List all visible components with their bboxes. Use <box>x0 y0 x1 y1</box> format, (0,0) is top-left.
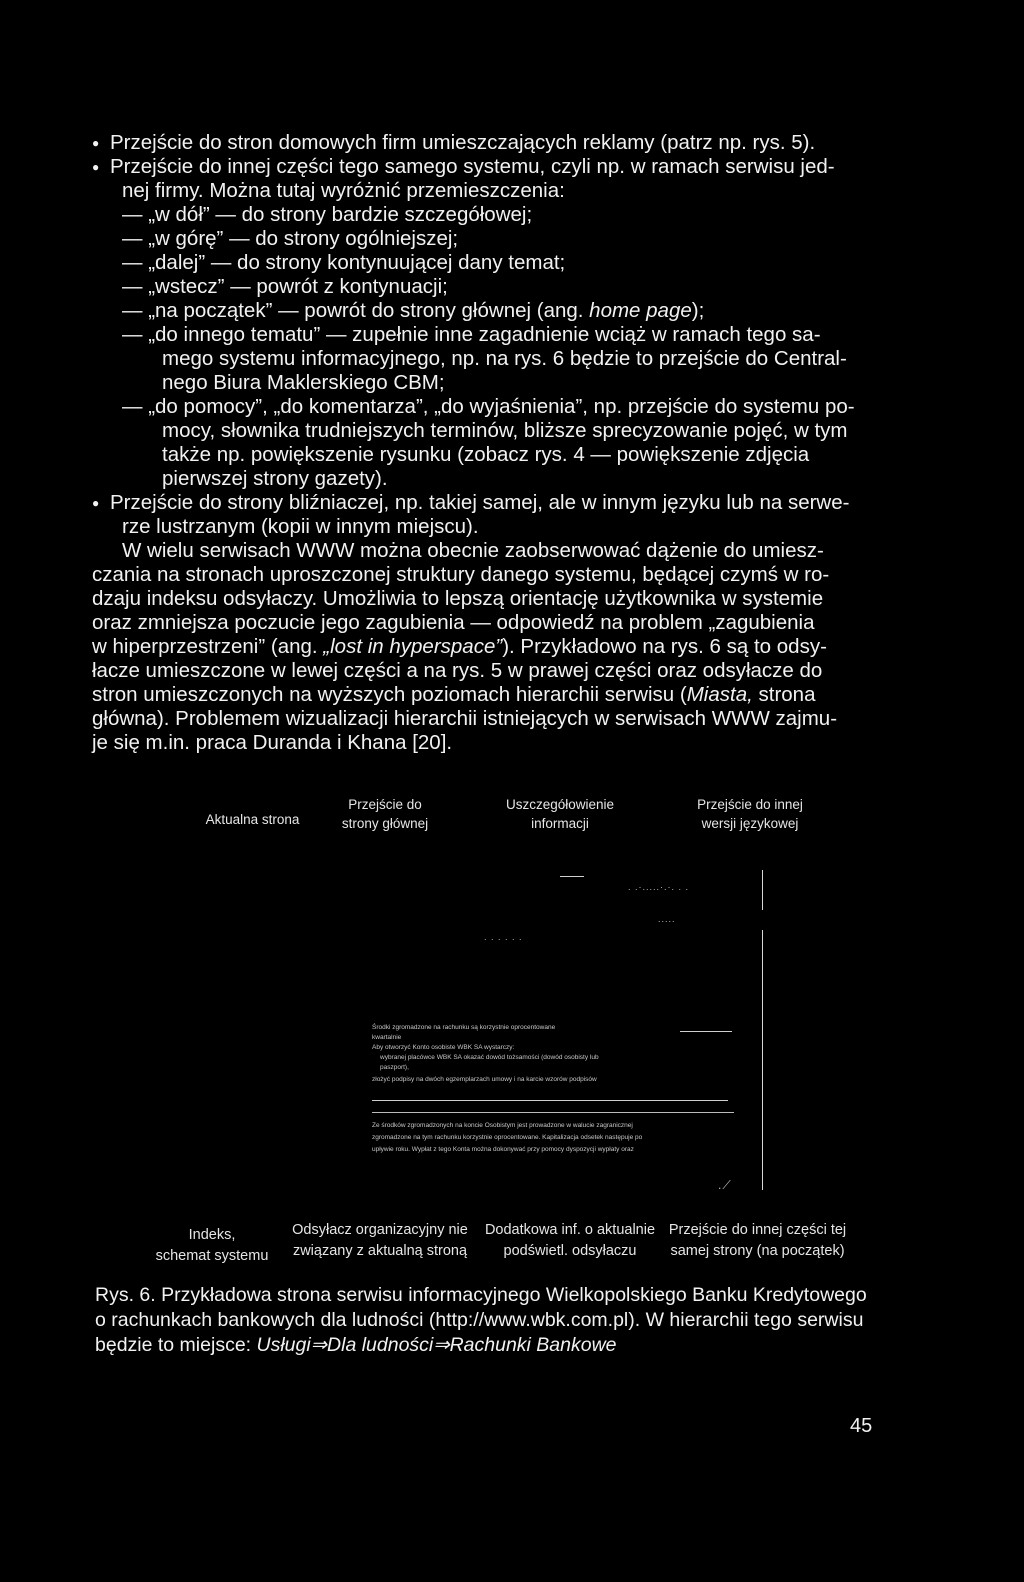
caption-line <box>95 1283 895 1308</box>
text-line <box>92 203 878 227</box>
text-segment: Przejście do innej części tego samego systemu, czyli np. w ramach serwisu jed- <box>110 155 835 178</box>
label-other-lang: Przejście do innej wersji językowej <box>697 797 803 831</box>
text-line <box>92 395 878 419</box>
page-number: 45 <box>850 1415 873 1437</box>
text-segment: ); <box>691 299 705 322</box>
text-segment: — „do pomocy”, „do komentarza”, „do wyjaśnienia”, np. przejście do systemu po- <box>122 395 855 418</box>
content-line: Środki zgromadzone na rachunku są korzystnie oprocentowane <box>372 1024 556 1031</box>
content-line: paszport), <box>380 1064 409 1071</box>
content-rule <box>372 1100 728 1101</box>
figure-dots: . . . . . . <box>484 932 523 942</box>
text-line <box>92 347 878 371</box>
text-line <box>92 587 878 611</box>
text-segment: łacze umieszczone w lewej części a na rys. 5 w prawej części oraz odsyłacze do <box>92 659 823 682</box>
figure-caption <box>95 1283 895 1358</box>
text-segment: „lost in hyperspace” <box>323 635 503 658</box>
text-segment: Miasta, <box>686 683 753 706</box>
text-line <box>92 515 878 539</box>
label-org-link: Odsyłacz organizacyjny nie związany z aktualną stroną <box>292 1222 468 1259</box>
figure-dots: . .·.....·.·. . . <box>628 882 689 892</box>
text-segment: także np. powiększenie rysunku (zobacz rys. 4 — powiększenie zdjęcia <box>162 443 810 466</box>
figure-mark <box>560 876 584 877</box>
text-segment: home page <box>589 299 692 322</box>
text-line <box>92 179 878 203</box>
bullet-icon <box>92 491 110 515</box>
text-line <box>92 323 878 347</box>
text-segment: dzaju indeksu odsyłaczy. Umożliwia to lepszą orientację użytkownika w systemie <box>92 587 824 610</box>
text-line <box>92 371 878 395</box>
text-segment: je się m.in. praca Duranda i Khana [20]. <box>92 731 453 754</box>
content-line: zgromadzone na tym rachunku korzystnie oprocentowane. Kapitalizacja odsetek następuje po <box>372 1134 643 1141</box>
text-segment: — „na początek” — powrót do strony głównej (ang. <box>122 299 590 322</box>
content-line: Ze środków zgromadzonych na koncie Osobistym jest prowadzone w walucie zagranicznej <box>372 1122 633 1129</box>
text-line <box>92 659 878 683</box>
text-line <box>92 275 878 299</box>
text-line <box>92 227 878 251</box>
text-line <box>92 155 878 179</box>
figure-divider <box>762 870 763 910</box>
label-index: Indeks, schemat systemu <box>155 1227 269 1264</box>
text-segment: mego systemu informacyjnego, np. na rys. 6 będzie to przejście do Central- <box>162 347 847 370</box>
figure-dots: ..... <box>658 914 676 924</box>
content-line: Aby otworzyć Konto osobiste WBK SA wystarczy: <box>372 1044 515 1051</box>
text-segment: W wielu serwisach WWW można obecnie zaobserwować dążenie do umiesz- <box>122 539 824 562</box>
bullet-icon <box>92 155 110 179</box>
cursor-mark: .⟋ <box>718 1178 732 1192</box>
text-segment: — „w górę” — do strony ogólniejszej; <box>122 227 459 250</box>
text-segment: — „do innego tematu” — zupełnie inne zagadnienie wciąż w ramach tego sa- <box>122 323 821 346</box>
text-segment: nej firmy. Można tutaj wyróżnić przemieszczenia: <box>122 179 565 202</box>
content-line: kwartalnie <box>372 1034 402 1041</box>
text-segment: pierwszej strony gazety). <box>162 467 388 490</box>
text-segment: o rachunkach bankowych dla ludności (http://www.wbk.com.pl). W hierarchii tego serwisu <box>95 1309 864 1331</box>
label-current-page: Aktualna strona <box>205 812 300 827</box>
text-line <box>92 731 878 755</box>
text-line <box>92 299 878 323</box>
text-line <box>92 443 878 467</box>
content-rule <box>680 1031 732 1032</box>
text-segment: ). Przykładowo na rys. 6 są to odsy- <box>502 635 827 658</box>
text-segment: rze lustrzanym (kopii w innym miejscu). <box>122 515 479 538</box>
label-to-home: Przejście do strony głównej <box>341 797 429 831</box>
text-segment: mocy, słownika trudniejszych terminów, bliższe sprecyzowanie pojęć, w tym <box>162 419 848 442</box>
content-rule <box>372 1112 734 1113</box>
text-segment: Rys. 6. Przykładowa strona serwisu informacyjnego Wielkopolskiego Banku Kredytowego <box>95 1284 867 1306</box>
text-segment: nego Biura Maklerskiego CBM; <box>162 371 445 394</box>
text-line <box>92 131 878 155</box>
caption-line <box>95 1333 895 1358</box>
text-segment: główna). Problemem wizualizacji hierarchii istniejących w serwisach WWW zajmu- <box>92 707 838 730</box>
text-segment: oraz zmniejsza poczucie jego zagubienia — odpowiedź na problem „zagubienia <box>92 611 815 634</box>
text-segment: czania na stronach uproszczonej struktury danego systemu, będącej czymś w ro- <box>92 563 830 586</box>
text-line <box>92 635 878 659</box>
body-text <box>92 131 878 755</box>
text-line <box>92 251 878 275</box>
content-line: złożyć podpisy na dwóch egzemplarzach umowy i na karcie wzorów podpisów <box>372 1076 597 1083</box>
text-line <box>92 467 878 491</box>
text-segment: w hiperprzestrzeni” (ang. <box>92 635 324 658</box>
label-same-page: Przejście do innej części tej samej strony (na początek) <box>668 1222 847 1259</box>
text-segment: — „w dół” — do strony bardzie szczegółowej; <box>122 203 533 226</box>
text-line <box>92 539 878 563</box>
text-line <box>92 611 878 635</box>
text-segment: stron umieszczonych na wyższych poziomach hierarchii serwisu ( <box>92 683 687 706</box>
text-segment: będzie to miejsce: <box>95 1334 257 1356</box>
figure-divider <box>762 930 763 1190</box>
text-line <box>92 419 878 443</box>
caption-line <box>95 1308 895 1333</box>
content-line: upływie roku. Wypłat z tego Konta można dokonywać przy pomocy dyspozycji wypłaty oraz <box>372 1146 634 1153</box>
text-line <box>92 707 878 731</box>
label-extra-info: Dodatkowa inf. o aktualnie podświetl. odsyłaczu <box>484 1222 656 1259</box>
text-line <box>92 683 878 707</box>
text-segment: Przejście do strony bliźniaczej, np. takiej samej, ale w innym języku lub na serwe- <box>110 491 850 514</box>
text-segment: Przejście do stron domowych firm umieszczających reklamy (patrz np. rys. 5). <box>110 131 816 154</box>
text-segment: strona <box>752 683 816 706</box>
bullet-icon <box>92 131 110 155</box>
text-segment: — „wstecz” — powrót z kontynuacji; <box>122 275 448 298</box>
label-details: Uszczegółowienie informacji <box>505 797 615 831</box>
text-segment: — „dalej” — do strony kontynuującej dany temat; <box>122 251 566 274</box>
content-line: wybranej placówce WBK SA okazać dowód tożsamości (dowód osobisty lub <box>380 1054 599 1061</box>
text-line <box>92 491 878 515</box>
text-line <box>92 563 878 587</box>
text-segment: Usługi⇒Dla ludności⇒Rachunki Bankowe <box>256 1334 617 1356</box>
